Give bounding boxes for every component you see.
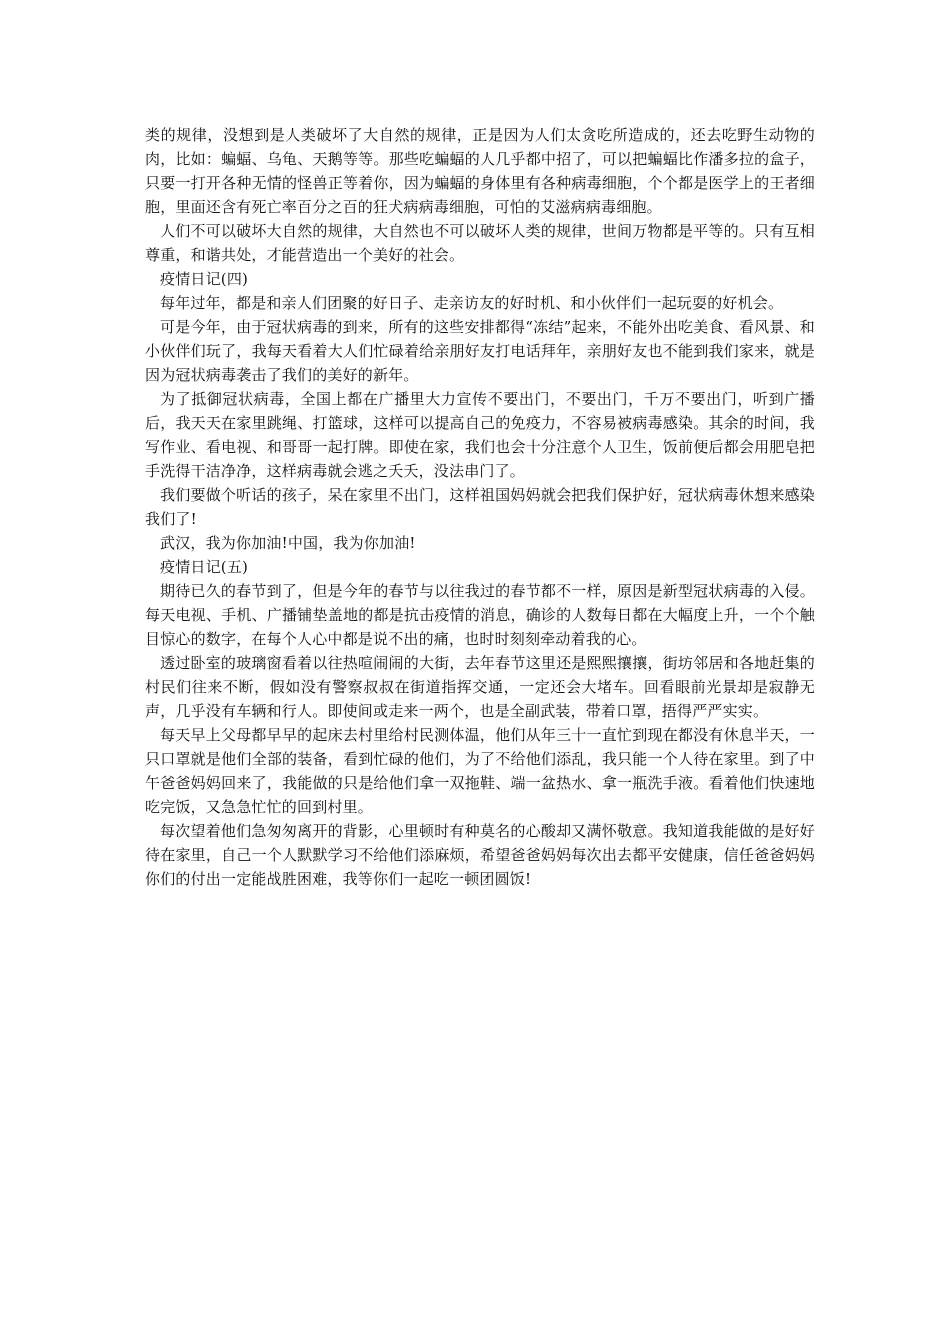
paragraph: 我们要做个听话的孩子，呆在家里不出门，这样祖国妈妈就会把我们保护好，冠状病毒休想来感染我们了! [145,486,815,528]
paragraph: 透过卧室的玻璃窗看着以往热喧闹闹的大街，去年春节这里还是熙熙攘攘，街坊邻居和各地赶集的村民们往来不断，假如没有警察叔叔在街道指挥交通，一定还会大堵车。回看眼前光景却是寂静无声，几乎没有车辆和行人。即使间或走来一两个，也是全副武装，带着口罩，捂得严严实实。 [145,654,815,720]
diary-heading-4: 疫情日记(四) [160,270,249,288]
paragraph: 武汉，我为你加油!中国，我为你加油! [160,534,416,552]
document-body [145,123,815,891]
paragraph: 期待已久的春节到了，但是今年的春节与以往我过的春节都不一样，原因是新型冠状病毒的入侵。每天电视、手机、广播铺垫盖地的都是抗击疫情的消息，确诊的人数每日都在大幅度上升，一个个触目惊心的数字，在每个人心中都是说不出的痛，也时时刻刻牵动着我的心。 [145,582,815,648]
paragraph: 每次望着他们急匆匆离开的背影，心里顿时有种莫名的心酸却又满怀敬意。我知道我能做的是好好待在家里，自己一个人默默学习不给他们添麻烦，希望爸爸妈妈每次出去都平安健康，信任爸爸妈妈你们的付出一定能战胜困难，我等你们一起吃一顿团圆饭! [145,822,815,888]
paragraph-continuation: 类的规律，没想到是人类破坏了大自然的规律，正是因为人们太贪吃所造成的，还去吃野生动物的肉，比如：蝙蝠、乌龟、天鹅等等。那些吃蝙蝠的人几乎都中招了，可以把蝙蝠比作潘多拉的盒子，只要一打开各种无情的怪兽正等着你，因为蝙蝠的身体里有各种病毒细胞，个个都是医学上的王者细胞，里面还含有死亡率百分之百的狂犬病病毒细胞，可怕的艾滋病病毒细胞。 [145,126,815,216]
paragraph: 为了抵御冠状病毒，全国上都在广播里大力宣传不要出门，不要出门，千万不要出门，听到广播后，我天天在家里跳绳、打篮球，这样可以提高自己的免疫力，不容易被病毒感染。其余的时间，我写作业、看电视、和哥哥一起打牌。即使在家，我们也会十分注意个人卫生，饭前便后都会用肥皂把手洗得干洁净净，这样病毒就会逃之夭夭，没法串门了。 [145,390,815,480]
paragraph: 每天早上父母都早早的起床去村里给村民测体温，他们从年三十一直忙到现在都没有休息半天，一只口罩就是他们全部的装备，看到忙碌的他们，为了不给他们添乱，我只能一个人待在家里。到了中午爸爸妈妈回来了，我能做的只是给他们拿一双拖鞋、端一盆热水、拿一瓶洗手液。看着他们快速地吃完饭，又急急忙忙的回到村里。 [145,726,815,816]
paragraph: 每年过年，都是和亲人们团聚的好日子、走亲访友的好时机、和小伙伴们一起玩耍的好机会。 [160,294,784,312]
paragraph: 可是今年，由于冠状病毒的到来，所有的这些安排都得“冻结”起来，不能外出吃美食、看风景、和小伙伴们玩了，我每天看着大人们忙碌着给亲朋好友打电话拜年，亲朋好友也不能到我们家来，就是因为冠状病毒袭击了我们的美好的新年。 [145,318,815,384]
diary-heading-5: 疫情日记(五) [160,558,249,576]
paragraph: 人们不可以破坏大自然的规律，大自然也不可以破坏人类的规律，世间万物都是平等的。只有互相尊重，和谐共处，才能营造出一个美好的社会。 [145,222,815,264]
